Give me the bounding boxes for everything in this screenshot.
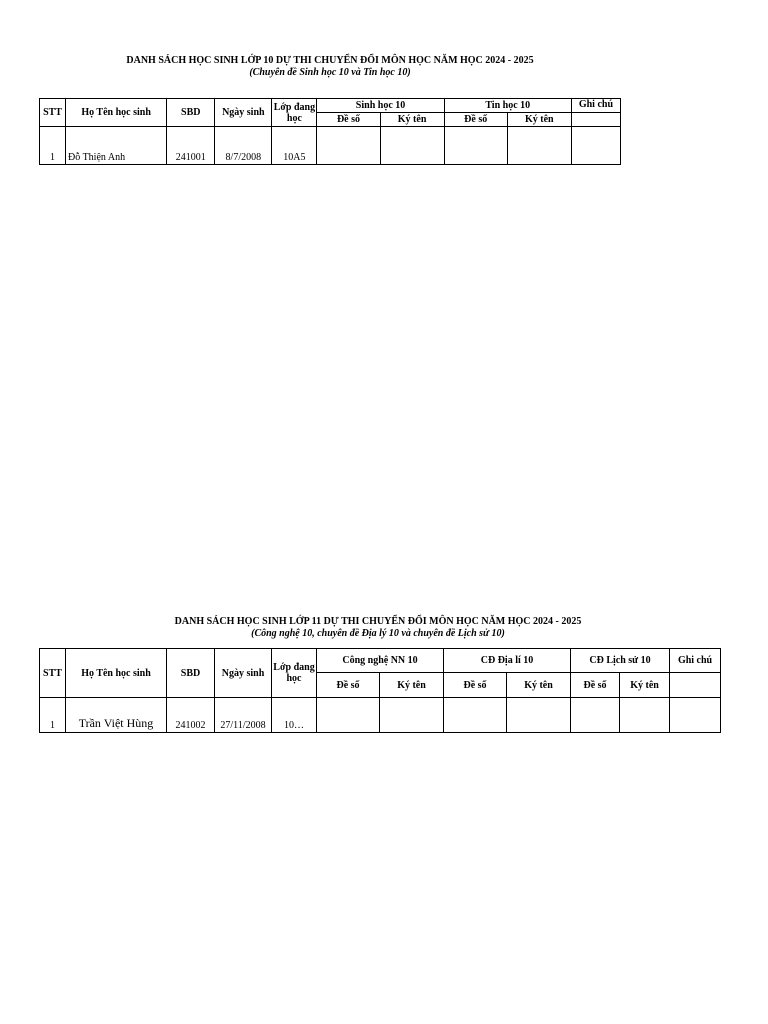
cell-exam-no[interactable] — [571, 698, 620, 733]
cell-class: 10… — [272, 698, 317, 733]
header-subject-history: CĐ Lịch sử 10 — [571, 649, 670, 673]
cell-sbd: 241001 — [167, 127, 215, 165]
header-exam-no: Đề số — [571, 673, 620, 698]
cell-sign[interactable] — [380, 698, 444, 733]
header-note: Ghi chú — [670, 649, 721, 673]
cell-exam-no[interactable] — [317, 698, 380, 733]
table-row — [40, 127, 621, 165]
cell-note[interactable] — [670, 698, 721, 733]
header-class: Lớp đang học — [272, 99, 317, 127]
cell-name: Đỗ Thiện Anh — [66, 127, 167, 165]
header-sbd: SBD — [167, 99, 215, 127]
cell-name: Trần Việt Hùng — [66, 698, 167, 733]
cell-exam-no[interactable] — [317, 127, 380, 165]
header-sign: Ký tên — [507, 673, 571, 698]
header-exam-no: Đề số — [317, 673, 380, 698]
header-class: Lớp đang học — [272, 649, 317, 698]
header-sign: Ký tên — [380, 673, 444, 698]
section1-table — [39, 98, 621, 165]
header-subject-geography: CĐ Địa lí 10 — [444, 649, 571, 673]
header-name: Họ Tên học sinh — [66, 99, 167, 127]
cell-stt: 1 — [40, 698, 66, 733]
cell-exam-no[interactable] — [444, 698, 507, 733]
header-sign: Ký tên — [507, 113, 571, 127]
header-note-blank — [571, 113, 620, 127]
header-dob: Ngày sinh — [215, 99, 272, 127]
cell-sign[interactable] — [380, 127, 444, 165]
cell-stt: 1 — [40, 127, 66, 165]
header-dob: Ngày sinh — [215, 649, 272, 698]
section1-subtitle: (Chuyên đề Sinh học 10 và Tin học 10) — [249, 67, 411, 78]
cell-sign[interactable] — [507, 127, 571, 165]
header-stt: STT — [40, 99, 66, 127]
header-exam-no: Đề số — [444, 673, 507, 698]
header-exam-no: Đề số — [317, 113, 380, 127]
header-exam-no: Đề số — [444, 113, 507, 127]
header-note-blank — [670, 673, 721, 698]
cell-dob: 8/7/2008 — [215, 127, 272, 165]
header-name: Họ Tên học sinh — [66, 649, 167, 698]
header-sbd: SBD — [167, 649, 215, 698]
section1-title: DANH SÁCH HỌC SINH LỚP 10 DỰ THI CHUYỂN ĐỔI MÔN HỌC NĂM HỌC 2024 - 2025 — [126, 55, 534, 66]
header-subject-informatics: Tin học 10 — [444, 99, 571, 113]
header-sign: Ký tên — [380, 113, 444, 127]
section2-subtitle: (Công nghệ 10, chuyên đề Địa lý 10 và chuyên đề Lịch sử 10) — [251, 628, 505, 639]
header-note: Ghi chú — [571, 99, 620, 113]
header-subject-biology: Sinh học 10 — [317, 99, 444, 113]
cell-sign[interactable] — [507, 698, 571, 733]
header-stt: STT — [40, 649, 66, 698]
table-row — [40, 698, 721, 733]
section2-title: DANH SÁCH HỌC SINH LỚP 11 DỰ THI CHUYỂN ĐỔI MÔN HỌC NĂM HỌC 2024 - 2025 — [174, 616, 582, 627]
cell-note[interactable] — [571, 127, 620, 165]
cell-class: 10A5 — [272, 127, 317, 165]
cell-sign[interactable] — [620, 698, 670, 733]
cell-exam-no[interactable] — [444, 127, 507, 165]
cell-dob: 27/11/2008 — [215, 698, 272, 733]
header-subject-technology: Công nghệ NN 10 — [317, 649, 444, 673]
header-sign: Ký tên — [620, 673, 670, 698]
cell-sbd: 241002 — [167, 698, 215, 733]
section2-table — [39, 648, 721, 733]
